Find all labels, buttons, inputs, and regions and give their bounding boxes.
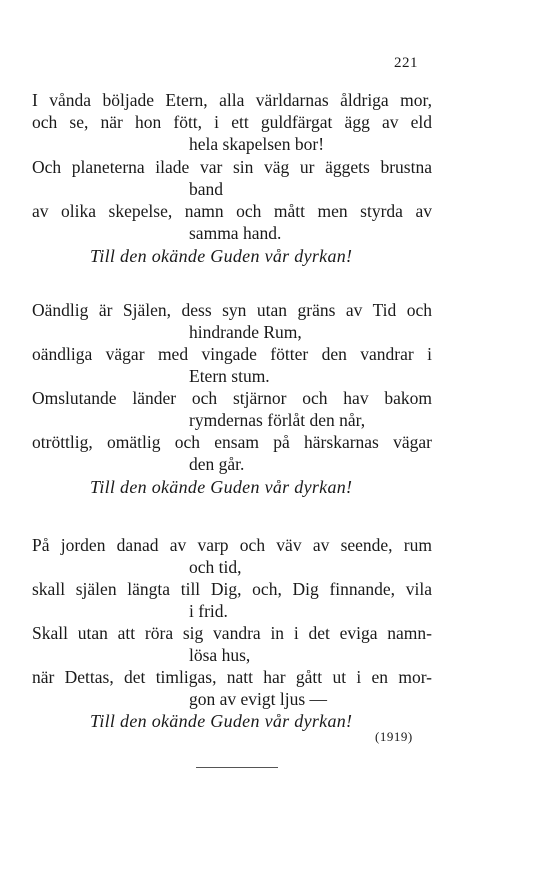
- divider-rule: [196, 767, 278, 768]
- poem-line: På jorden danad av varp och väv av seende, rum: [32, 535, 432, 555]
- poem-line-continuation: rymdernas förlåt den når,: [189, 410, 366, 430]
- poem-line: otröttlig, omätlig och ensam på härskarnas vägar: [32, 432, 432, 452]
- poem-line: när Dettas, det timligas, natt har gått ut i en mor-: [32, 667, 432, 687]
- poem-line-continuation: hindrande Rum,: [189, 322, 302, 342]
- poem-line-continuation: lösa hus,: [189, 645, 251, 665]
- poem-line-continuation: Etern stum.: [189, 366, 270, 386]
- poem-line: Omslutande länder och stjärnor och hav bakom: [32, 388, 432, 408]
- poem-line-continuation: band: [189, 179, 224, 199]
- poem-line-continuation: och tid,: [189, 557, 242, 577]
- poem-line-continuation: den går.: [189, 454, 245, 474]
- poem-line: Oändlig är Själen, dess syn utan gräns av Tid och: [32, 300, 432, 320]
- page-number: 221: [394, 55, 418, 71]
- poem-line: skall själen längta till Dig, och, Dig finnande, vila: [32, 579, 432, 599]
- poem-line: oändliga vägar med vingade fötter den vandrar i: [32, 344, 432, 364]
- poem-line: Och planeterna ilade var sin väg ur äggets brustna: [32, 157, 432, 177]
- poem-line: av olika skepelse, namn och mått men styrda av: [32, 201, 432, 221]
- poem-line-continuation: gon av evigt ljus —: [189, 689, 328, 709]
- refrain: Till den okände Guden vår dyrkan!: [90, 711, 353, 731]
- refrain: Till den okände Guden vår dyrkan!: [90, 246, 353, 266]
- poem-line-continuation: i frid.: [189, 601, 228, 621]
- refrain: Till den okände Guden vår dyrkan!: [90, 477, 353, 497]
- poem-line-continuation: hela skapelsen bor!: [189, 134, 325, 154]
- date-note: (1919): [375, 729, 413, 744]
- poem-line: I vånda böljade Etern, alla världarnas åldriga mor,: [32, 90, 432, 110]
- poem-line-continuation: samma hand.: [189, 223, 282, 243]
- poem-line: och se, när hon fött, i ett guldfärgat ägg av eld: [32, 112, 432, 132]
- poem-line: Skall utan att röra sig vandra in i det eviga namn-: [32, 623, 432, 643]
